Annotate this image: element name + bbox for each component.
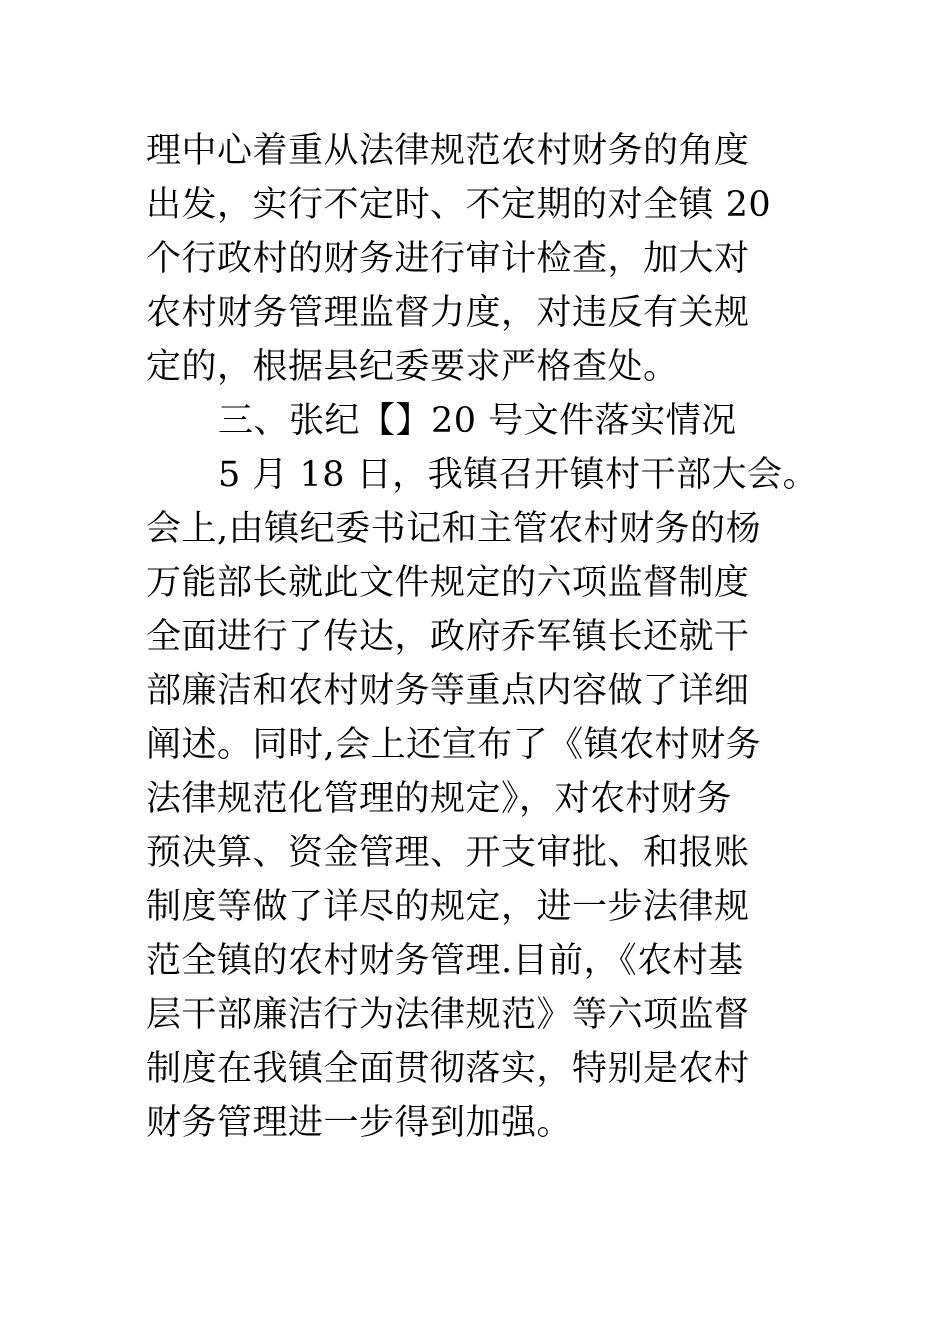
text-line: 层干部廉洁行为法律规范》等六项监督 <box>146 995 750 1035</box>
text-line: 法律规范化管理的规定》，对农村财务 <box>146 779 733 819</box>
text-line: 预决算、资金管理、开支审批、和报账 <box>146 833 750 873</box>
section-heading: 三、张纪【】20 号文件落实情况 <box>218 401 737 441</box>
text-line: 出发，实行不定时、不定期的对全镇 20 <box>146 185 772 225</box>
text-line: 个行政村的财务进行审计检查，加大对 <box>146 239 750 279</box>
text-line: 制度等做了详尽的规定，进一步法律规 <box>146 887 750 927</box>
text-line: 部廉洁和农村财务等重点内容做了详细 <box>146 671 750 711</box>
text-line: 万能部长就此文件规定的六项监督制度 <box>146 563 750 603</box>
text-line: 范全镇的农村财务管理.目前，《农村基 <box>146 941 744 981</box>
body-text <box>146 124 846 1150</box>
paragraph-start: 5 月 18 日，我镇召开镇村干部大会。 <box>218 455 819 495</box>
text-line: 财务管理进一步得到加强。 <box>146 1103 573 1143</box>
text-line: 全面进行了传达，政府乔军镇长还就干 <box>146 617 750 657</box>
text-line: 制度在我镇全面贯彻落实，特别是农村 <box>146 1049 750 1089</box>
text-line: 理中心着重从法律规范农村财务的角度 <box>146 131 750 171</box>
text-line: 会上,由镇纪委书记和主管农村财务的杨 <box>146 509 762 549</box>
text-line: 阐述。同时,会上还宣布了《镇农村财务 <box>146 725 762 765</box>
text-line: 农村财务管理监督力度，对违反有关规 <box>146 293 750 333</box>
text-line: 定的，根据县纪委要求严格查处。 <box>146 347 679 387</box>
